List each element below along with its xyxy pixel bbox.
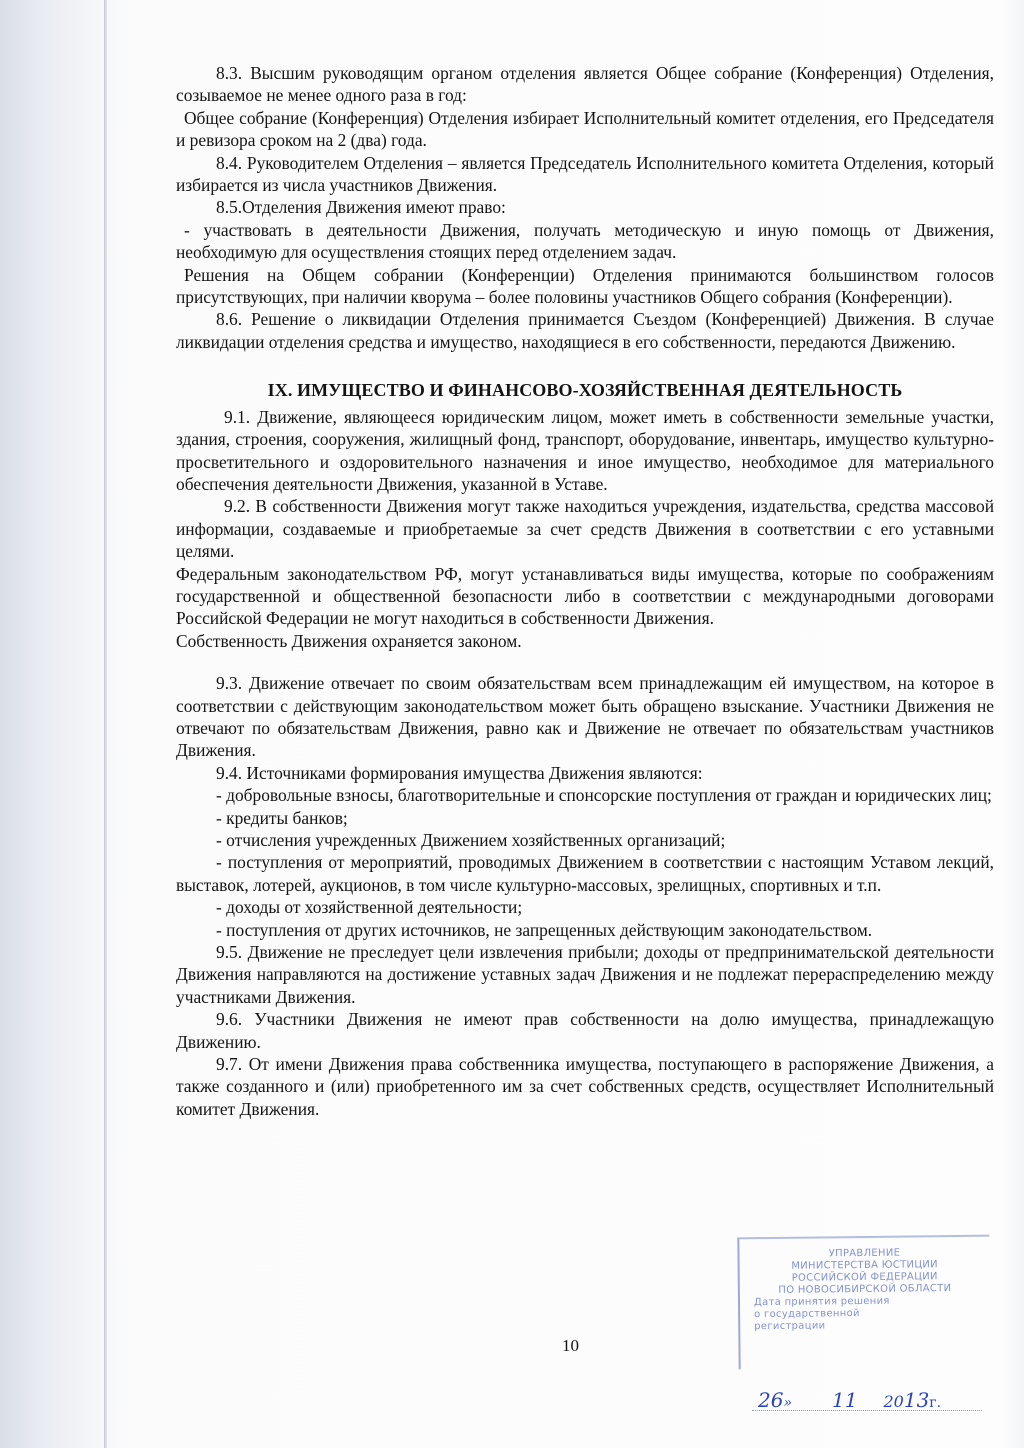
paragraph-8-4: 8.4. Руководителем Отделения – является Председатель Исполнительного комитета Отделения, который избирается из числа участников Движения. [176,152,994,196]
paragraph-8-5-right: - участвовать в деятельности Движения, получать методическую и иную помощь от Движения, необходимую для осуществления стоящих перед отделением задач. [176,219,994,263]
stamp-year-prefix: 20 [883,1392,904,1411]
paragraph-8-5-decisions: Решения на Общем собрании (Конференции) Отделения принимаются большинством голосов присутствующих, при наличии кворума – более половины участников Общего собрания (Конференции). [176,264,994,308]
stamp-line: УПРАВЛЕНИЕ [828,1247,901,1260]
paragraph-9-1: 9.1. Движение, являющееся юридическим лицом, может иметь в собственности земельные участки, здания, строения, сооружения, жилищный фонд, транспорт, оборудование, инвентарь, имущество культурно-просветительного и оздоровительного назначения и иное имущество, необходимое для материального обеспечения деятельности Движения, указанной в Уставе. [176,406,994,494]
list-item-other-sources: - поступления от других источников, не запрещенных действующим законодательством. [216,919,873,940]
stamp-line: РОССИЙСКОЙ ФЕДЕРАЦИИ [791,1271,938,1284]
section-heading: IX. ИМУЩЕСТВО И ФИНАНСОВО-ХОЗЯЙСТВЕННАЯ ДЕЯТЕЛЬНОСТЬ [267,380,903,401]
paragraph-9-5: 9.5. Движение не преследует цели извлечения прибыли; доходы от предпринимательской деятельности Движения направляются на достижение уставных задач Движения и не подлежат перераспределению между участниками Движения. [176,942,994,1007]
stamp-year-suffix: 13 [903,1388,930,1412]
paragraph-8-3-election: Общее собрание (Конференция) Отделения избирает Исполнительный комитет отделения, его Председателя и ревизора сроком на 2 (два) года. [176,107,994,151]
stamp-line: ПО НОВОСИБИРСКОЙ ОБЛАСТИ [778,1283,952,1296]
list-item-events: - поступления от мероприятий, проводимых Движением в соответствии с настоящим Уставом лекций, выставок, лотерей, аукционов, в том числе культурно-массовых, зрелищных, спортивных и т.п. [176,852,994,895]
list-item-deductions: - отчисления учрежденных Движением хозяйственных организаций; [216,830,726,850]
paragraph-9-3: 9.3. Движение отвечает по своим обязательствам всем принадлежащим ей имуществом, на которое в соответствии с действующим законодательством может быть обращено взыскание. Участники Движения не отвечают по обязательствам Движения, равно как и Движение не отвечает по обязательствам участников Движения. [176,673,994,761]
list-item-contributions: - добровольные взносы, благотворительные и спонсорские поступления от граждан и юридических лиц; [216,785,992,806]
stamp-line: о государственной [754,1308,860,1321]
stamp-line: регистрации [754,1320,826,1333]
list-item-credits: - кредиты банков; [216,807,348,828]
stamp-day: 26 [758,1388,784,1412]
stamp-month: 11 [832,1388,858,1412]
binding-edge [104,0,107,1448]
paragraph-8-5: 8.5.Отделения Движения имеют право: [216,197,506,218]
paragraph-9-2-federal: Федеральным законодательством РФ, могут устанавливаться виды имущества, которые по соображениям государственной и общественной безопасности либо в соответствии с международными договорами Российской Федерации не могут находиться в собственности Движения. [176,563,994,629]
paragraph-8-3: 8.3. Высшим руководящим органом отделения является Общее собрание (Конференция) Отделения, созываемое не менее одного раза в год: [176,63,994,106]
facing-page-bleed [0,50,40,1350]
paragraph-9-2: 9.2. В собственности Движения могут также находиться учреждения, издательства, средства массовой информации, создаваемые и приобретаемые за счет средств Движения в соответствии с его уставными целями. [176,496,994,562]
paragraph-8-6: 8.6. Решение о ликвидации Отделения принимается Съездом (Конференцией) Движения. В случае ликвидации отделения средства и имущество, находящиеся в его собственности, передаются Движению. [176,309,994,352]
registration-stamp [737,1235,990,1370]
stamp-quote: » [783,1395,793,1411]
paragraph-9-6: 9.6. Участники Движения не имеют прав собственности на долю имущества, принадлежащую Движению. [176,1009,994,1052]
paragraph-9-2-protection: Собственность Движения охраняется законом. [176,630,522,651]
paragraph-9-7: 9.7. От имени Движения права собственника имущества, поступающего в распоряжение Движения, а также созданного и (или) приобретенного им за счет собственных средств, осуществляет Исполнительный комитет Движения. [176,1054,994,1119]
stamp-line: Дата принятия решения [753,1295,890,1309]
document-body [176,62,994,1120]
list-item-business-income: - доходы от хозяйственной деятельности; [216,897,523,918]
page-number: 10 [562,1336,579,1355]
stamp-year-unit: г. [929,1395,942,1411]
stamp-date-underline [752,1410,982,1411]
stamp-handwritten-date [758,1388,988,1412]
paragraph-9-4: 9.4. Источниками формирования имущества Движения являются: [216,762,703,783]
stamp-line: МИНИСТЕРСТВА ЮСТИЦИИ [791,1259,938,1272]
